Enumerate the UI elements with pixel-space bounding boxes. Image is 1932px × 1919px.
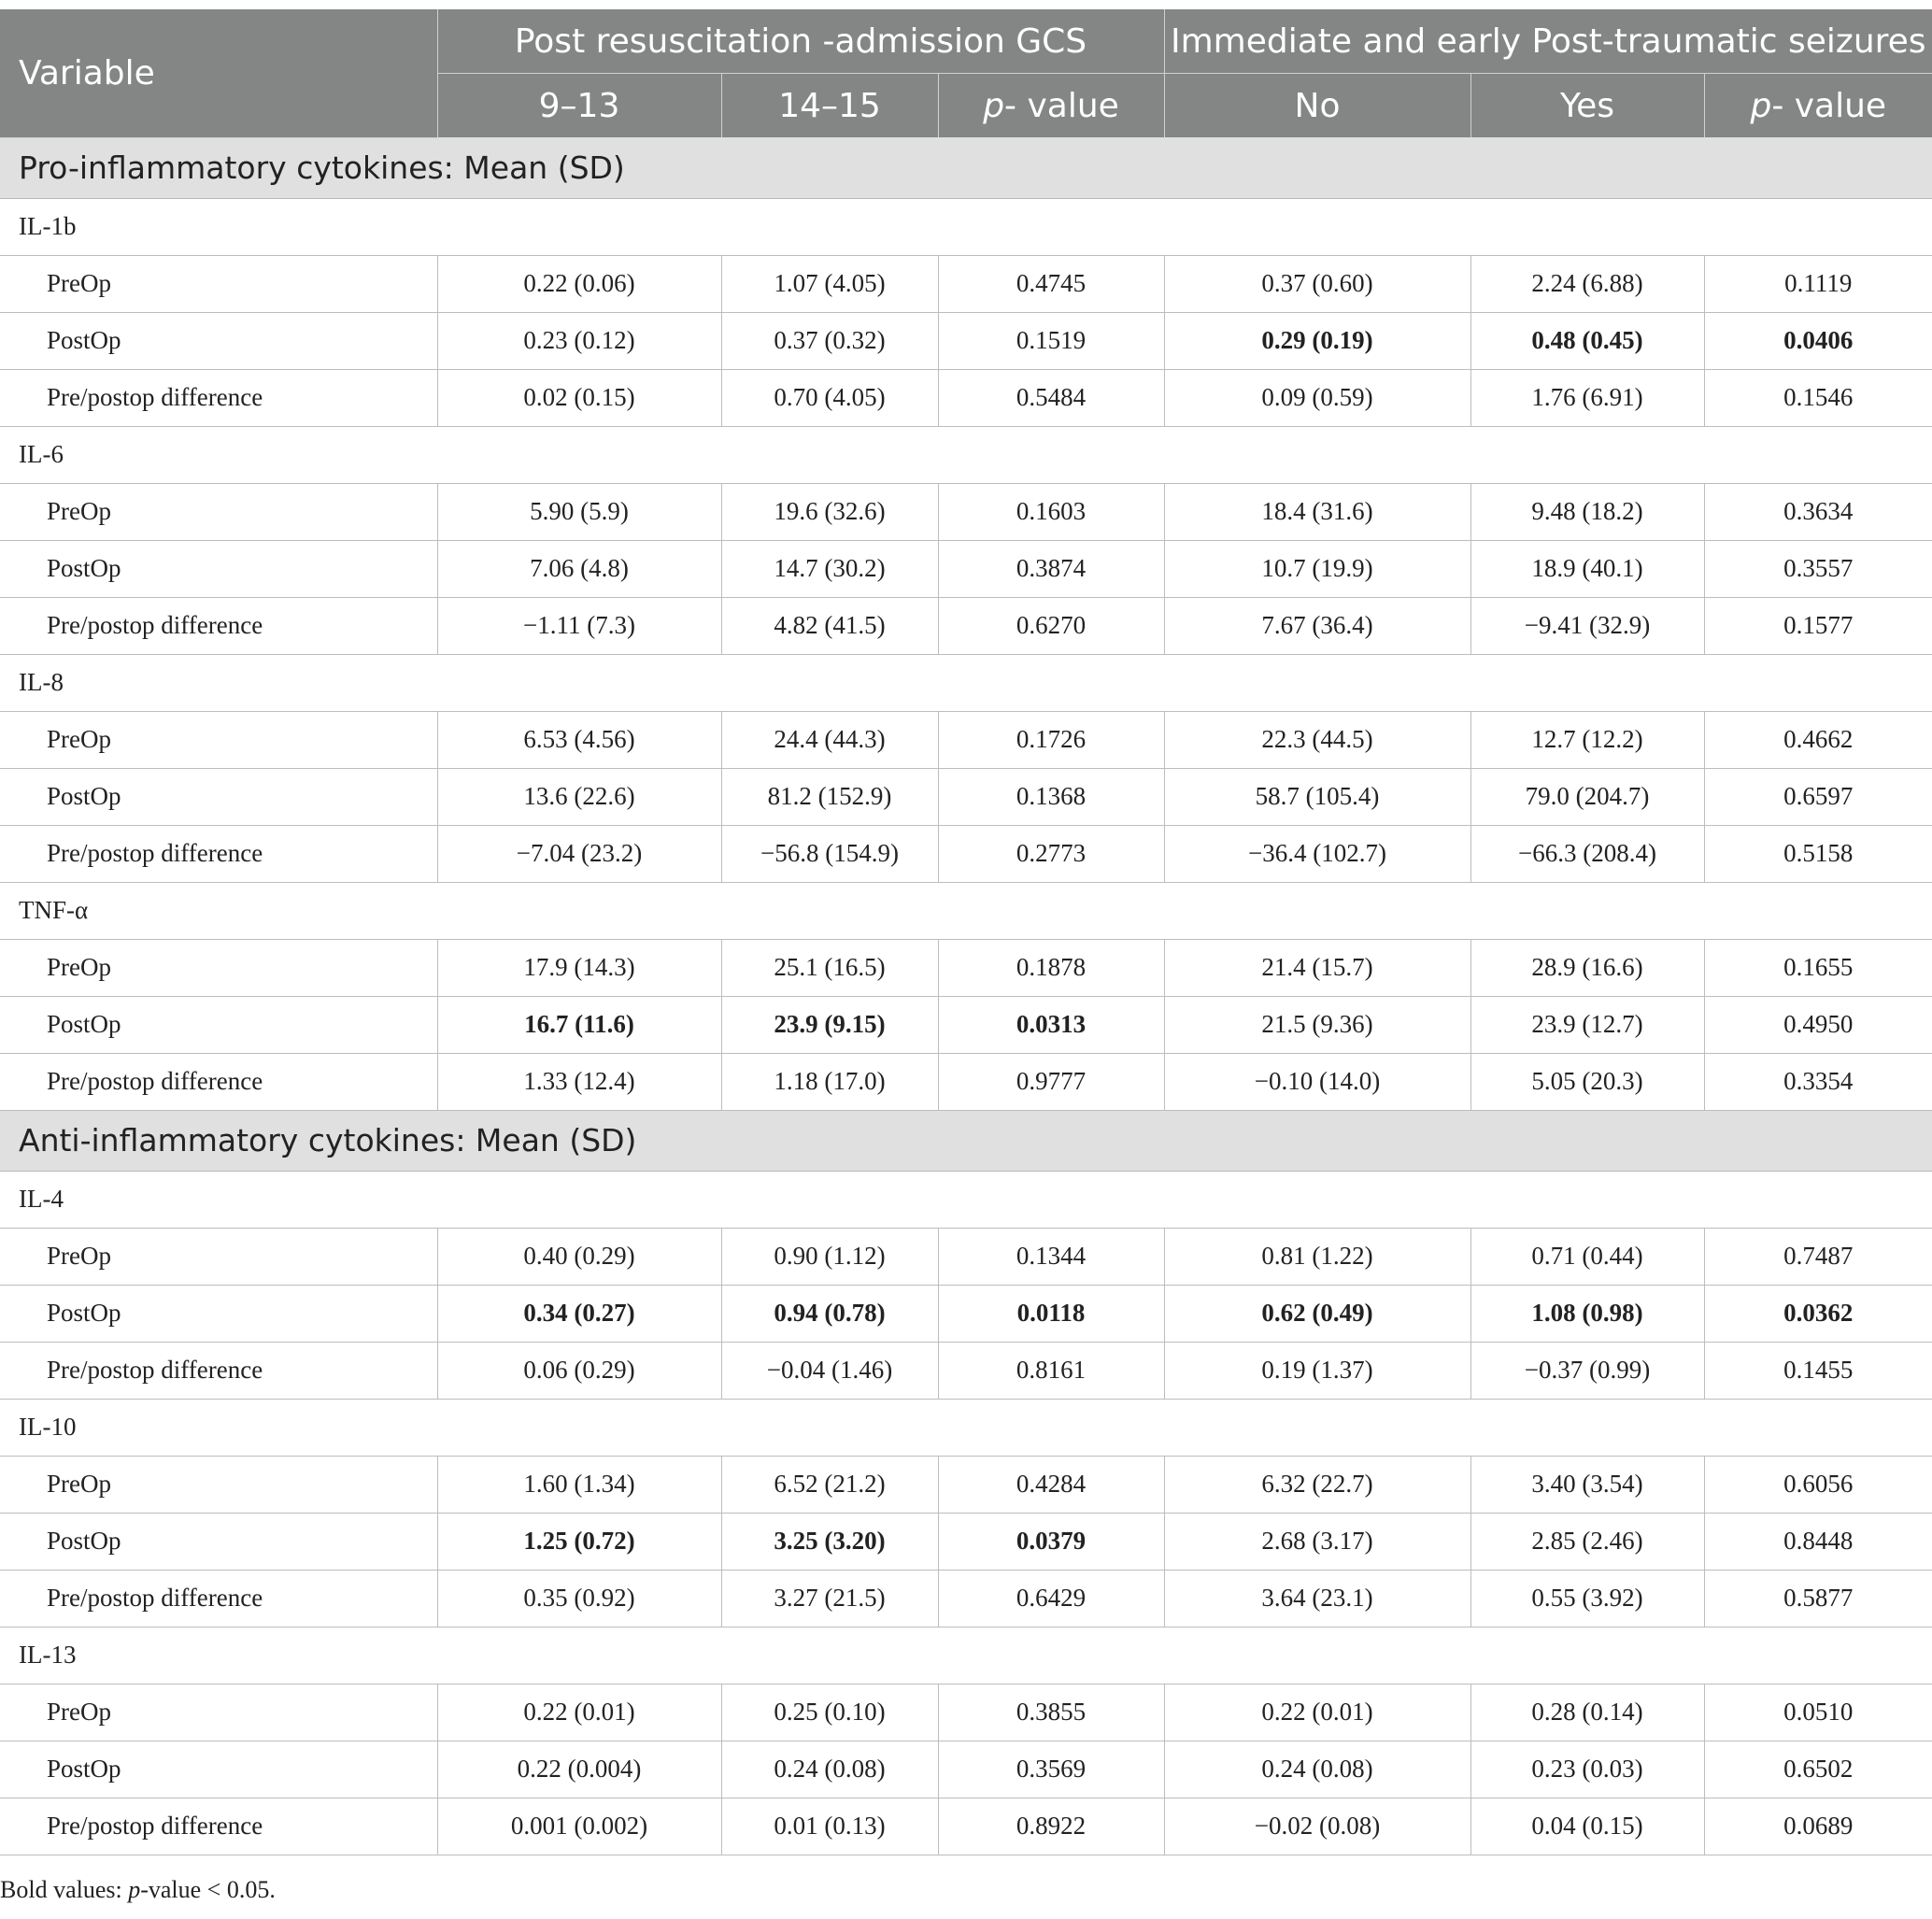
row-label: Pre/postop difference: [0, 1053, 437, 1110]
table-cell: 0.29 (0.19): [1164, 312, 1470, 369]
variable-name: IL-10: [0, 1399, 1932, 1456]
table-cell: 0.1655: [1704, 939, 1932, 996]
section-title: Pro-inflammatory cytokines: Mean (SD): [0, 137, 1932, 198]
table-cell: 0.9777: [938, 1053, 1164, 1110]
row-label: PreOp: [0, 1456, 437, 1513]
table-cell: 0.24 (0.08): [721, 1741, 938, 1798]
row-label: PreOp: [0, 711, 437, 768]
table-cell: 0.1119: [1704, 255, 1932, 312]
table-row: [0, 597, 1932, 654]
table-cell: 0.3874: [938, 540, 1164, 597]
table-cell: −0.02 (0.08): [1164, 1798, 1470, 1855]
table-cell: 0.81 (1.22): [1164, 1228, 1470, 1285]
table-cell: 0.3557: [1704, 540, 1932, 597]
section-row: [0, 137, 1932, 198]
table-cell: 0.4745: [938, 255, 1164, 312]
variable-name: IL-1b: [0, 198, 1932, 255]
table-cell: 0.34 (0.27): [437, 1285, 721, 1342]
table-row: [0, 1285, 1932, 1342]
table-cell: 0.90 (1.12): [721, 1228, 938, 1285]
table-cell: 0.6429: [938, 1570, 1164, 1627]
table-cell: 0.94 (0.78): [721, 1285, 938, 1342]
variable-row: [0, 1399, 1932, 1456]
table-cell: 79.0 (204.7): [1470, 768, 1704, 825]
table-cell: 0.8448: [1704, 1513, 1932, 1570]
table-row: [0, 1228, 1932, 1285]
table-cell: 19.6 (32.6): [721, 483, 938, 540]
table-cell: 0.0510: [1704, 1684, 1932, 1741]
table-cell: 0.4662: [1704, 711, 1932, 768]
table-cell: −0.04 (1.46): [721, 1342, 938, 1399]
table-row: [0, 1684, 1932, 1741]
row-label: PostOp: [0, 1513, 437, 1570]
table-cell: 6.32 (22.7): [1164, 1456, 1470, 1513]
footnote-prefix: Bold values:: [0, 1876, 129, 1903]
row-label: PostOp: [0, 540, 437, 597]
table-cell: 0.8161: [938, 1342, 1164, 1399]
table-cell: 7.67 (36.4): [1164, 597, 1470, 654]
subheader-cell: [938, 74, 1164, 138]
row-label: PostOp: [0, 996, 437, 1053]
row-label: PreOp: [0, 1684, 437, 1741]
table-row: [0, 711, 1932, 768]
table-row: [0, 1342, 1932, 1399]
subheader-cell: No: [1164, 74, 1470, 138]
table-cell: 13.6 (22.6): [437, 768, 721, 825]
table-cell: 0.19 (1.37): [1164, 1342, 1470, 1399]
row-label: Pre/postop difference: [0, 369, 437, 426]
table-cell: 0.04 (0.15): [1470, 1798, 1704, 1855]
subheader-italic: p: [983, 86, 1005, 125]
table-cell: 0.22 (0.06): [437, 255, 721, 312]
variable-name: TNF-α: [0, 882, 1932, 939]
table-cell: 28.9 (16.6): [1470, 939, 1704, 996]
subheader-cell: Yes: [1470, 74, 1704, 138]
table-cell: 0.6056: [1704, 1456, 1932, 1513]
table-cell: 0.3855: [938, 1684, 1164, 1741]
variable-row: [0, 882, 1932, 939]
table-cell: 58.7 (105.4): [1164, 768, 1470, 825]
table-cell: 14.7 (30.2): [721, 540, 938, 597]
table-cell: −66.3 (208.4): [1470, 825, 1704, 882]
table-cell: 0.0118: [938, 1285, 1164, 1342]
table-cell: 0.23 (0.12): [437, 312, 721, 369]
row-label: Pre/postop difference: [0, 1798, 437, 1855]
table-cell: 0.02 (0.15): [437, 369, 721, 426]
table-cell: 18.9 (40.1): [1470, 540, 1704, 597]
table-cell: −1.11 (7.3): [437, 597, 721, 654]
table-cell: 0.1603: [938, 483, 1164, 540]
table-cell: 5.90 (5.9): [437, 483, 721, 540]
row-label: PostOp: [0, 768, 437, 825]
table-cell: 7.06 (4.8): [437, 540, 721, 597]
row-label: Pre/postop difference: [0, 597, 437, 654]
table-cell: 0.0379: [938, 1513, 1164, 1570]
table-cell: 0.1455: [1704, 1342, 1932, 1399]
table-cell: 0.6502: [1704, 1741, 1932, 1798]
table-cell: 0.37 (0.32): [721, 312, 938, 369]
table-cell: −9.41 (32.9): [1470, 597, 1704, 654]
table-cell: 9.48 (18.2): [1470, 483, 1704, 540]
table-cell: 1.33 (12.4): [437, 1053, 721, 1110]
row-label: PreOp: [0, 255, 437, 312]
table-cell: 0.1368: [938, 768, 1164, 825]
row-label: Pre/postop difference: [0, 825, 437, 882]
table-cell: 0.2773: [938, 825, 1164, 882]
table-cell: 1.08 (0.98): [1470, 1285, 1704, 1342]
table-cell: 3.64 (23.1): [1164, 1570, 1470, 1627]
row-label: PostOp: [0, 312, 437, 369]
subheader-cell: 9–13: [437, 74, 721, 138]
table-cell: 0.4950: [1704, 996, 1932, 1053]
table-cell: 24.4 (44.3): [721, 711, 938, 768]
table-cell: 1.76 (6.91): [1470, 369, 1704, 426]
table-cell: 16.7 (11.6): [437, 996, 721, 1053]
table-cell: 0.001 (0.002): [437, 1798, 721, 1855]
table-cell: 1.25 (0.72): [437, 1513, 721, 1570]
table-cell: 0.22 (0.01): [1164, 1684, 1470, 1741]
table-cell: 21.5 (9.36): [1164, 996, 1470, 1053]
table-row: [0, 1570, 1932, 1627]
table-cell: 0.0362: [1704, 1285, 1932, 1342]
table-cell: 6.53 (4.56): [437, 711, 721, 768]
table-cell: 0.28 (0.14): [1470, 1684, 1704, 1741]
table-cell: 0.3354: [1704, 1053, 1932, 1110]
table-cell: 0.1519: [938, 312, 1164, 369]
table-cell: 21.4 (15.7): [1164, 939, 1470, 996]
table-row: [0, 312, 1932, 369]
table-cell: 0.06 (0.29): [437, 1342, 721, 1399]
variable-header: Variable: [0, 9, 437, 137]
table-row: [0, 1741, 1932, 1798]
table-cell: 0.1726: [938, 711, 1164, 768]
variable-row: [0, 654, 1932, 711]
table-cell: 0.1546: [1704, 369, 1932, 426]
table-row: [0, 768, 1932, 825]
table-row: [0, 255, 1932, 312]
table-cell: 0.4284: [938, 1456, 1164, 1513]
variable-row: [0, 426, 1932, 483]
table-row: [0, 483, 1932, 540]
table-cell: 0.1577: [1704, 597, 1932, 654]
subheader-suffix: - value: [1004, 86, 1119, 125]
table-body: [0, 137, 1932, 1855]
table-cell: 0.5877: [1704, 1570, 1932, 1627]
table-cell: 2.68 (3.17): [1164, 1513, 1470, 1570]
table-cell: 23.9 (9.15): [721, 996, 938, 1053]
table-cell: 4.82 (41.5): [721, 597, 938, 654]
table-cell: 0.3569: [938, 1741, 1164, 1798]
table-cell: 0.1344: [938, 1228, 1164, 1285]
table-cell: 5.05 (20.3): [1470, 1053, 1704, 1110]
subheader-italic: p: [1750, 86, 1772, 125]
table-cell: 1.18 (17.0): [721, 1053, 938, 1110]
table-cell: 0.48 (0.45): [1470, 312, 1704, 369]
table-cell: 0.7487: [1704, 1228, 1932, 1285]
variable-name: IL-6: [0, 426, 1932, 483]
table-cell: 0.35 (0.92): [437, 1570, 721, 1627]
table-cell: 0.55 (3.92): [1470, 1570, 1704, 1627]
variable-name: IL-4: [0, 1171, 1932, 1228]
table-cell: 6.52 (21.2): [721, 1456, 938, 1513]
table-row: [0, 369, 1932, 426]
table-cell: 0.25 (0.10): [721, 1684, 938, 1741]
table-row: [0, 939, 1932, 996]
table-row: [0, 1053, 1932, 1110]
table-cell: 3.27 (21.5): [721, 1570, 938, 1627]
table-cell: 81.2 (152.9): [721, 768, 938, 825]
table-cell: 0.0689: [1704, 1798, 1932, 1855]
row-label: PreOp: [0, 939, 437, 996]
table-cell: 0.8922: [938, 1798, 1164, 1855]
table-cell: 0.5484: [938, 369, 1164, 426]
table-cell: 0.70 (4.05): [721, 369, 938, 426]
table-cell: 23.9 (12.7): [1470, 996, 1704, 1053]
subheader-cell: [1704, 74, 1932, 138]
table-cell: 3.25 (3.20): [721, 1513, 938, 1570]
table-row: [0, 996, 1932, 1053]
table-cell: 0.71 (0.44): [1470, 1228, 1704, 1285]
row-label: Pre/postop difference: [0, 1570, 437, 1627]
table-row: [0, 1798, 1932, 1855]
footnote-suffix: -value < 0.05.: [140, 1876, 276, 1903]
section-title: Anti-inflammatory cytokines: Mean (SD): [0, 1110, 1932, 1171]
row-label: PreOp: [0, 483, 437, 540]
table-cell: 0.5158: [1704, 825, 1932, 882]
table-cell: −36.4 (102.7): [1164, 825, 1470, 882]
table-row: [0, 540, 1932, 597]
table-cell: −56.8 (154.9): [721, 825, 938, 882]
table-cell: 0.62 (0.49): [1164, 1285, 1470, 1342]
table-cell: 12.7 (12.2): [1470, 711, 1704, 768]
table-cell: 22.3 (44.5): [1164, 711, 1470, 768]
table-cell: 0.6597: [1704, 768, 1932, 825]
table-cell: −0.37 (0.99): [1470, 1342, 1704, 1399]
data-table: [0, 9, 1932, 1855]
table-cell: 2.85 (2.46): [1470, 1513, 1704, 1570]
section-row: [0, 1110, 1932, 1171]
variable-row: [0, 1171, 1932, 1228]
table-cell: 0.0406: [1704, 312, 1932, 369]
table-cell: 25.1 (16.5): [721, 939, 938, 996]
table-cell: 0.22 (0.004): [437, 1741, 721, 1798]
table-cell: 0.37 (0.60): [1164, 255, 1470, 312]
table-cell: 0.6270: [938, 597, 1164, 654]
table-cell: 0.23 (0.03): [1470, 1741, 1704, 1798]
table-cell: 1.60 (1.34): [437, 1456, 721, 1513]
table-cell: −0.10 (14.0): [1164, 1053, 1470, 1110]
row-label: PostOp: [0, 1285, 437, 1342]
table-cell: 0.40 (0.29): [437, 1228, 721, 1285]
table-cell: 17.9 (14.3): [437, 939, 721, 996]
gcs-group-header: Post resuscitation -admission GCS: [437, 9, 1164, 74]
variable-name: IL-8: [0, 654, 1932, 711]
table-cell: 1.07 (4.05): [721, 255, 938, 312]
table-row: [0, 1456, 1932, 1513]
table-row: [0, 825, 1932, 882]
table-cell: 2.24 (6.88): [1470, 255, 1704, 312]
table-cell: 0.01 (0.13): [721, 1798, 938, 1855]
table-cell: 0.24 (0.08): [1164, 1741, 1470, 1798]
variable-row: [0, 198, 1932, 255]
subheader-suffix: - value: [1771, 86, 1887, 125]
variable-row: [0, 1627, 1932, 1684]
table-cell: 10.7 (19.9): [1164, 540, 1470, 597]
table-row: [0, 1513, 1932, 1570]
table-cell: −7.04 (23.2): [437, 825, 721, 882]
table-cell: 0.1878: [938, 939, 1164, 996]
footnote-italic: p: [128, 1876, 141, 1903]
row-label: PreOp: [0, 1228, 437, 1285]
row-label: PostOp: [0, 1741, 437, 1798]
footnote: [0, 1876, 276, 1904]
table-header: [0, 9, 1932, 137]
table-cell: 0.22 (0.01): [437, 1684, 721, 1741]
table-cell: 18.4 (31.6): [1164, 483, 1470, 540]
table-cell: 3.40 (3.54): [1470, 1456, 1704, 1513]
seizures-group-header: Immediate and early Post-traumatic seizures: [1164, 9, 1932, 74]
table-cell: 0.3634: [1704, 483, 1932, 540]
variable-name: IL-13: [0, 1627, 1932, 1684]
table-cell: 0.0313: [938, 996, 1164, 1053]
subheader-cell: 14–15: [721, 74, 938, 138]
table-cell: 0.09 (0.59): [1164, 369, 1470, 426]
row-label: Pre/postop difference: [0, 1342, 437, 1399]
